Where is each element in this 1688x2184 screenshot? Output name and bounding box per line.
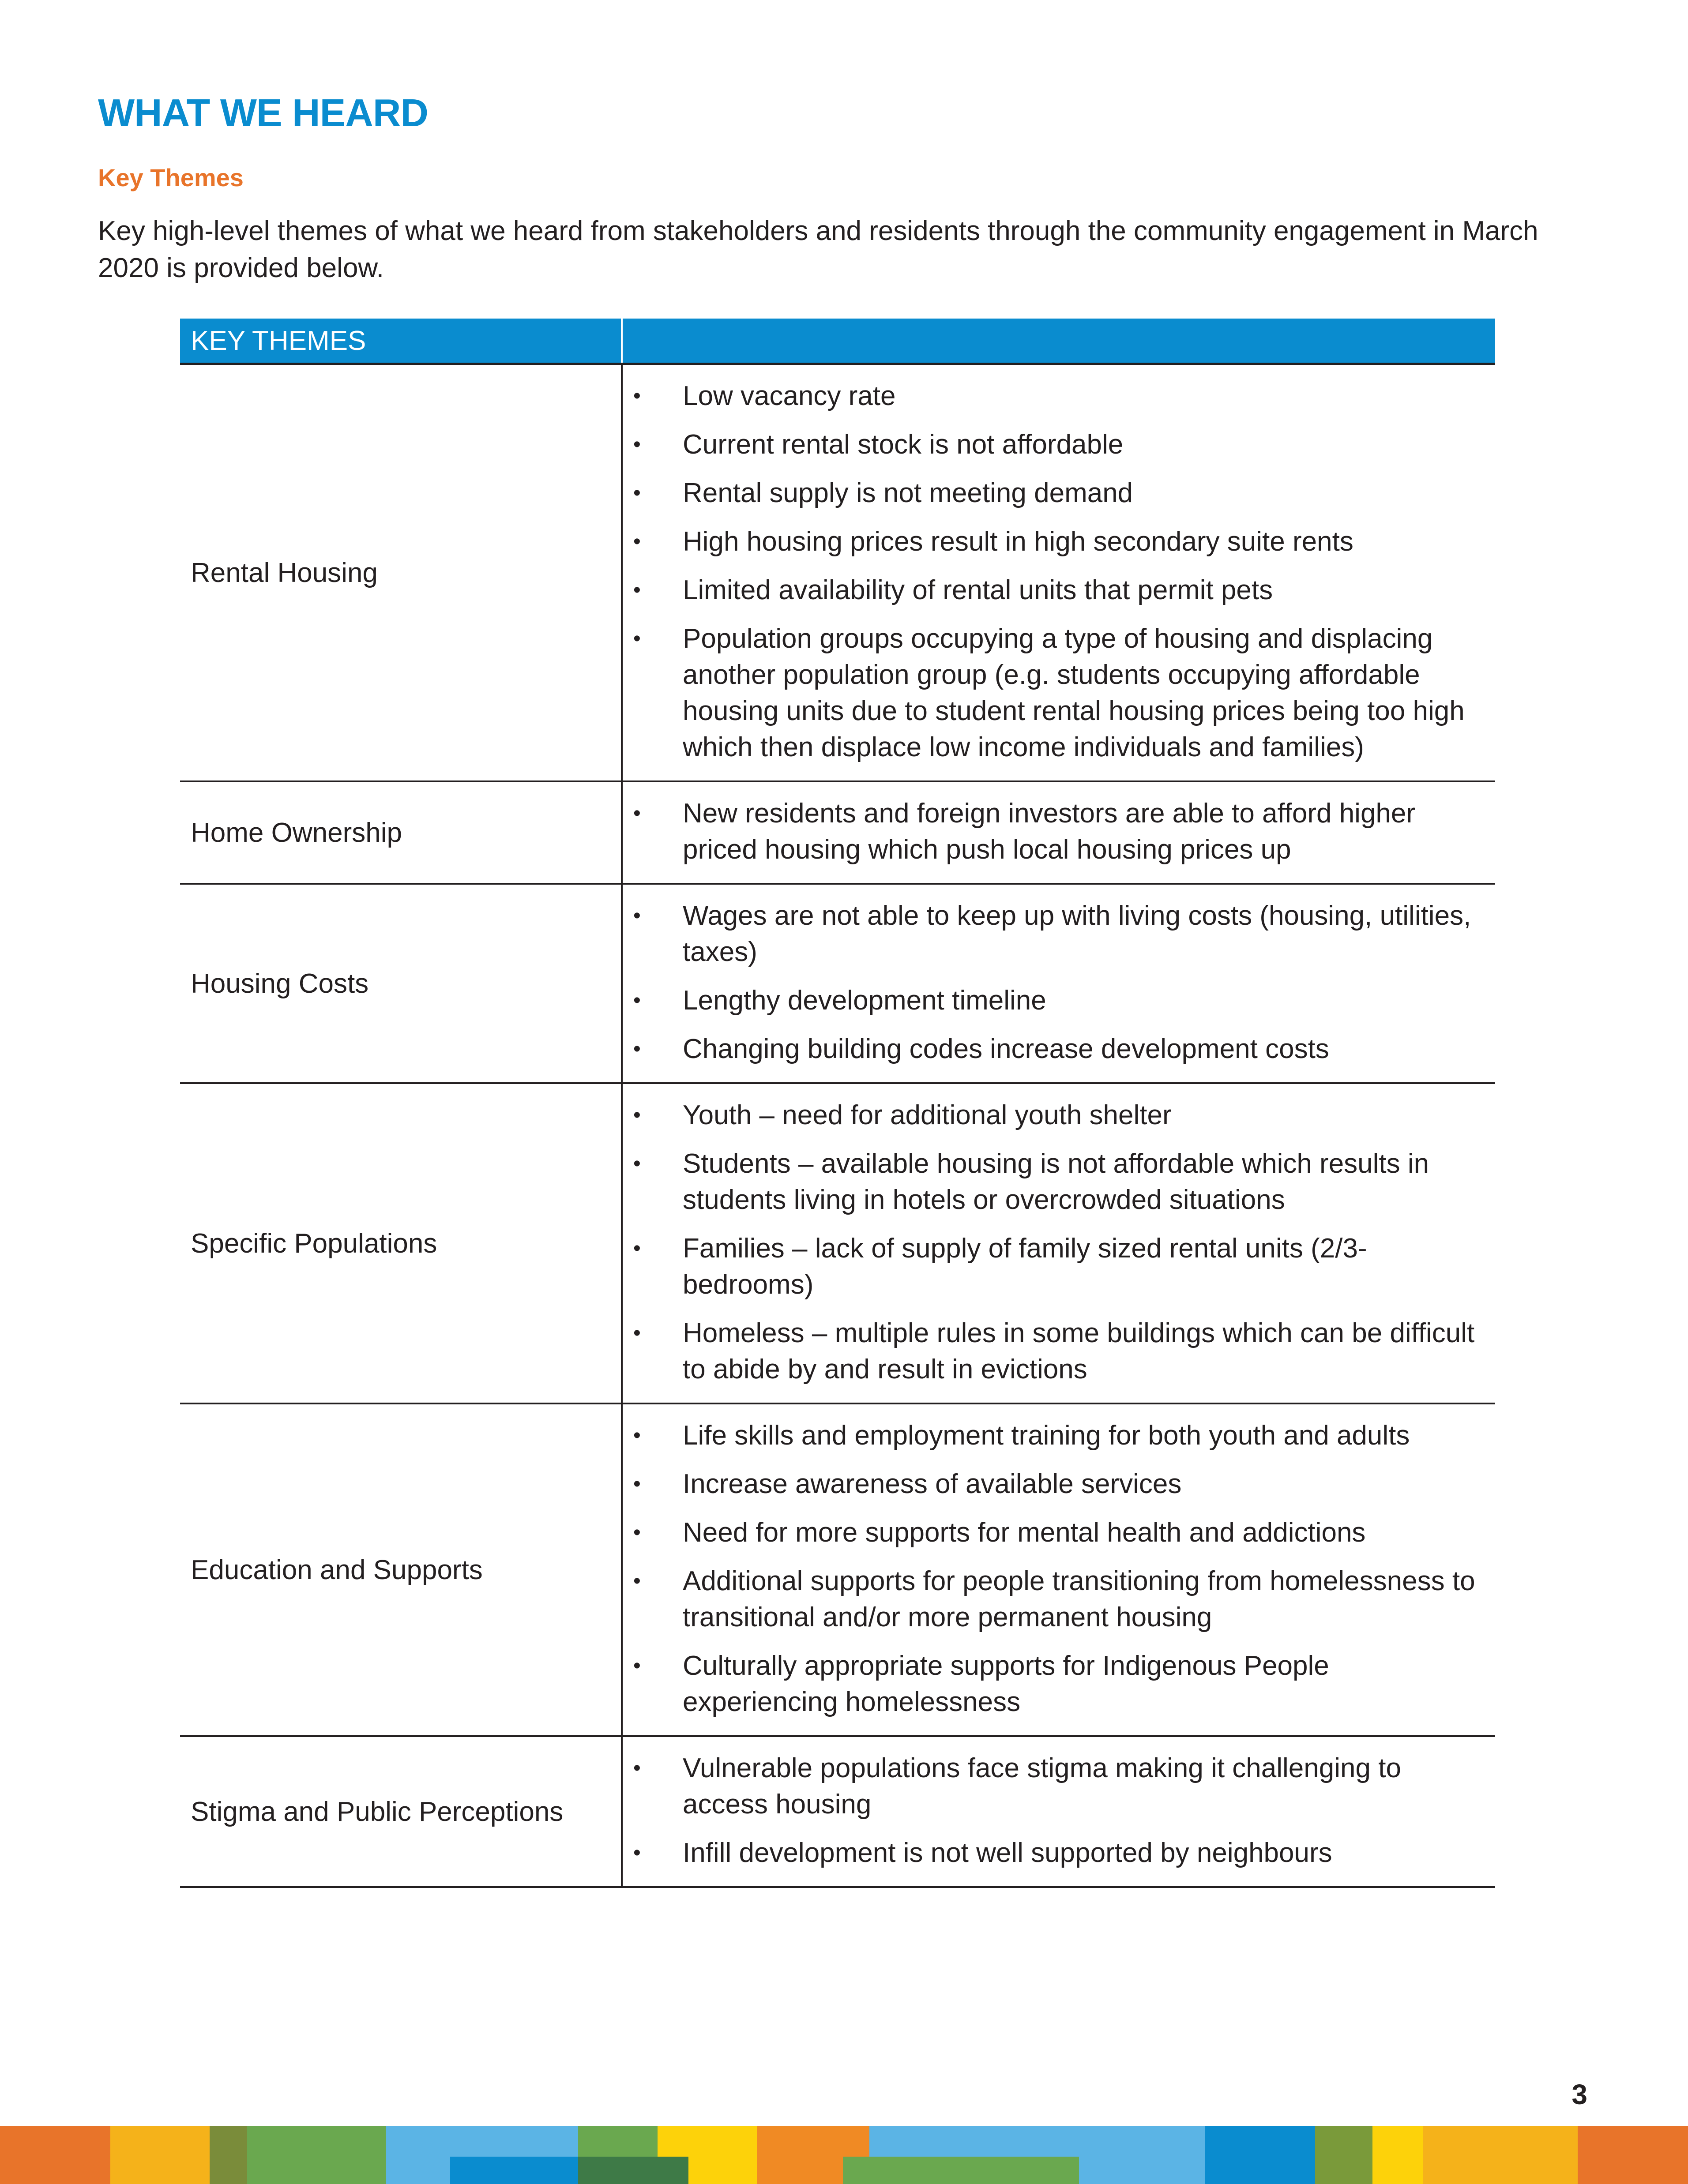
bullet-icon: • xyxy=(633,1756,641,1780)
bullet-icon: • xyxy=(633,1841,641,1865)
section-subtitle: Key Themes xyxy=(98,164,244,191)
list-item xyxy=(623,1418,1495,1454)
bullet-icon: • xyxy=(633,578,641,602)
theme-points-cell xyxy=(622,1403,1495,1736)
bullet-icon: • xyxy=(633,433,641,456)
list-item xyxy=(623,475,1495,511)
footer-block xyxy=(658,2126,757,2157)
list-item-text: Additional supports for people transitioning from homelessness to transitional and/or more permanent housing xyxy=(683,1566,1475,1632)
bullet-icon: • xyxy=(633,1569,641,1593)
list-item xyxy=(623,898,1495,970)
intro-paragraph: Key high-level themes of what we heard from stakeholders and residents through the community engagement in March 2020 is provided below. xyxy=(98,216,1538,283)
footer-block xyxy=(843,2157,1079,2184)
footer-block xyxy=(1423,2126,1578,2184)
list-item xyxy=(623,1146,1495,1218)
list-item-text: Need for more supports for mental health and addictions xyxy=(683,1517,1366,1548)
list-item xyxy=(623,572,1495,608)
theme-points-list xyxy=(623,898,1495,1067)
bullet-icon: • xyxy=(633,481,641,505)
list-item-text: Infill development is not well supported by neighbours xyxy=(683,1838,1332,1868)
theme-points-list xyxy=(623,1750,1495,1871)
footer-block xyxy=(1578,2126,1688,2184)
theme-name: Specific Populations xyxy=(180,1083,622,1403)
footer-color-bar xyxy=(0,2126,1688,2184)
list-item-text: Families – lack of supply of family sized rental units (2/3-bedrooms) xyxy=(683,1233,1367,1300)
table-row xyxy=(180,1736,1495,1887)
theme-points-list xyxy=(623,796,1495,868)
table-header-row xyxy=(180,319,1495,364)
list-item-text: Limited availability of rental units that permit pets xyxy=(683,575,1273,605)
footer-block xyxy=(110,2126,210,2184)
list-item xyxy=(623,1515,1495,1551)
page-title: WHAT WE HEARD xyxy=(98,91,428,135)
list-item xyxy=(623,621,1495,766)
table-body xyxy=(180,364,1495,1888)
list-item xyxy=(623,1097,1495,1133)
list-item-text: Culturally appropriate supports for Indigenous People experiencing homelessness xyxy=(683,1651,1329,1717)
table-row xyxy=(180,364,1495,782)
list-item-text: Low vacancy rate xyxy=(683,381,896,411)
table-row xyxy=(180,781,1495,884)
bullet-icon: • xyxy=(633,1472,641,1496)
list-item-text: High housing prices result in high secondary suite rents xyxy=(683,526,1353,557)
theme-name: Stigma and Public Perceptions xyxy=(180,1736,622,1887)
list-item xyxy=(623,1750,1495,1823)
bullet-icon: • xyxy=(633,1424,641,1447)
bullet-icon: • xyxy=(633,384,641,408)
table-row xyxy=(180,1403,1495,1736)
theme-points-cell xyxy=(622,781,1495,884)
key-themes-table xyxy=(180,319,1495,1888)
bullet-icon: • xyxy=(633,1237,641,1260)
list-item-text: Changing building codes increase development costs xyxy=(683,1034,1329,1064)
list-item xyxy=(623,796,1495,868)
theme-points-list xyxy=(623,1418,1495,1720)
footer-block xyxy=(688,2157,757,2184)
list-item-text: Current rental stock is not affordable xyxy=(683,429,1124,460)
theme-points-cell xyxy=(622,1736,1495,1887)
list-item-text: Wages are not able to keep up with living costs (housing, utilities, taxes) xyxy=(683,901,1471,967)
footer-block xyxy=(1372,2126,1423,2184)
list-item xyxy=(623,1648,1495,1720)
theme-points-cell xyxy=(622,884,1495,1083)
table-header-themes: KEY THEMES xyxy=(180,319,622,364)
table-header-details xyxy=(622,319,1495,364)
page-number: 3 xyxy=(1571,2079,1587,2110)
list-item-text: Rental supply is not meeting demand xyxy=(683,478,1133,508)
theme-name: Education and Supports xyxy=(180,1403,622,1736)
footer-block xyxy=(247,2126,386,2184)
bullet-icon: • xyxy=(633,1654,641,1677)
table-row xyxy=(180,884,1495,1083)
footer-block xyxy=(1079,2157,1205,2184)
footer-block xyxy=(578,2157,688,2184)
list-item-text: New residents and foreign investors are able to afford higher priced housing which push local housing prices up xyxy=(683,798,1416,865)
theme-name: Home Ownership xyxy=(180,781,622,884)
list-item xyxy=(623,378,1495,414)
list-item-text: Homeless – multiple rules in some buildings which can be difficult to abide by and result in evictions xyxy=(683,1318,1475,1385)
bullet-icon: • xyxy=(633,1321,641,1345)
footer-block xyxy=(450,2157,578,2184)
theme-points-cell xyxy=(622,1083,1495,1403)
list-item xyxy=(623,427,1495,463)
theme-points-list xyxy=(623,378,1495,766)
list-item-text: Population groups occupying a type of housing and displacing another population group (e.g. students occupying affordable housing units due to student rental housing prices being too high which then displace low income individuals and families) xyxy=(683,623,1465,762)
list-item xyxy=(623,1231,1495,1303)
list-item xyxy=(623,1031,1495,1067)
list-item-text: Life skills and employment training for both youth and adults xyxy=(683,1420,1410,1451)
list-item-text: Increase awareness of available services xyxy=(683,1469,1182,1499)
list-item-text: Vulnerable populations face stigma making it challenging to access housing xyxy=(683,1753,1401,1820)
theme-points-list xyxy=(623,1097,1495,1388)
bullet-icon: • xyxy=(633,989,641,1012)
list-item-text: Youth – need for additional youth shelter xyxy=(683,1100,1172,1130)
footer-block xyxy=(0,2126,110,2184)
list-item xyxy=(623,1835,1495,1871)
bullet-icon: • xyxy=(633,1103,641,1127)
bullet-icon: • xyxy=(633,1037,641,1061)
bullet-icon: • xyxy=(633,1152,641,1175)
list-item xyxy=(623,1315,1495,1388)
list-item xyxy=(623,524,1495,560)
bullet-icon: • xyxy=(633,1521,641,1544)
list-item xyxy=(623,1466,1495,1502)
footer-block xyxy=(1315,2126,1372,2184)
bullet-icon: • xyxy=(633,904,641,927)
list-item xyxy=(623,1563,1495,1636)
theme-name: Housing Costs xyxy=(180,884,622,1083)
footer-block xyxy=(869,2126,1205,2157)
theme-points-cell xyxy=(622,364,1495,782)
theme-name: Rental Housing xyxy=(180,364,622,782)
list-item-text: Students – available housing is not affordable which results in students living in hotels or overcrowded situations xyxy=(683,1148,1429,1215)
list-item xyxy=(623,983,1495,1019)
footer-block xyxy=(210,2126,247,2184)
bullet-icon: • xyxy=(633,530,641,553)
footer-block xyxy=(1205,2126,1315,2184)
bullet-icon: • xyxy=(633,627,641,650)
table-row xyxy=(180,1083,1495,1403)
list-item-text: Lengthy development timeline xyxy=(683,985,1046,1016)
bullet-icon: • xyxy=(633,802,641,825)
